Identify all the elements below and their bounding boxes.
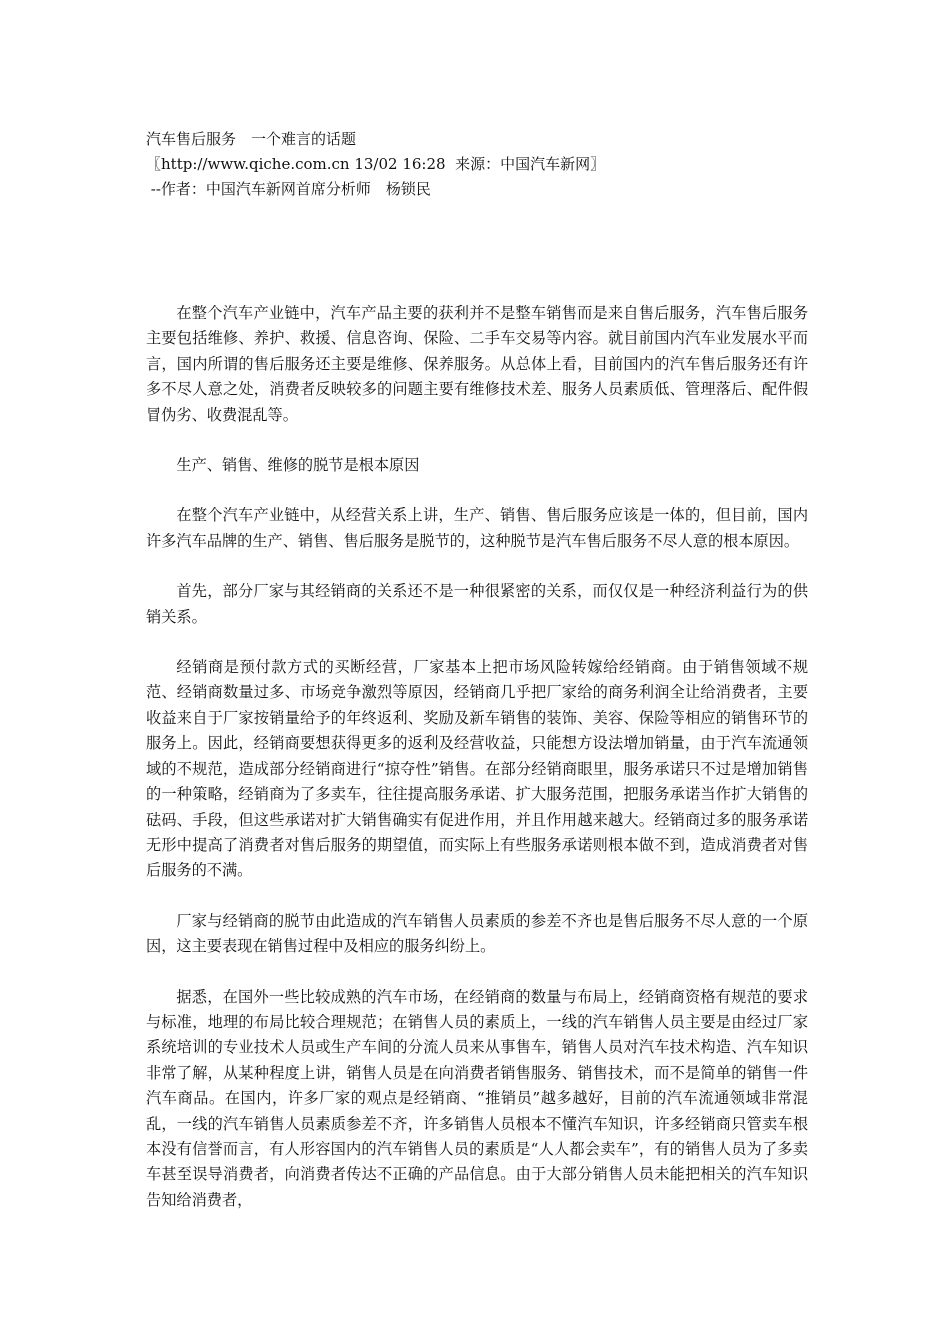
article-body bbox=[146, 301, 808, 1238]
article-author-line: --作者：中国汽车新网首席分析师 杨锁民 bbox=[146, 180, 431, 198]
article-source-line: 〖http://www.qiche.com.cn 13/02 16:28 来源：中国汽车新网〗 bbox=[146, 155, 606, 173]
section-heading: 生产、销售、维修的脱节是根本原因 bbox=[176, 456, 420, 475]
paragraph: 据悉，在国外一些比较成熟的汽车市场，在经销商的数量与布局上，经销商资格有规范的要求与标准，地理的布局比较合理规范；在销售人员的素质上，一线的汽车销售人员主要是由经过厂家系统培训的专业技术人员或生产车间的分流人员来从事售车，销售人员对汽车技术构造、汽车知识非常了解，从某种程度上讲，销售人员是在向消费者销售服务、销售技术，而不是简单的销售一件汽车商品。在国内，许多厂家的观点是经销商、“推销员”越多越好，目前的汽车流通领域非常混乱，一线的汽车销售人员素质参差不齐，许多销售人员根本不懂汽车知识，许多经销商只管卖车根本没有信誉而言，有人形容国内的汽车销售人员的素质是“人人都会卖车”，有的销售人员为了多卖车甚至误导消费者，向消费者传达不正确的产品信息。由于大部分销售人员未能把相关的汽车知识告知给消费者， bbox=[146, 987, 808, 1209]
paragraph: 在整个汽车产业链中，从经营关系上讲，生产、销售、售后服务应该是一体的，但目前，国内许多汽车品牌的生产、销售、售后服务是脱节的，这种脱节是汽车售后服务不尽人意的根本原因。 bbox=[146, 506, 808, 550]
paragraph-intro: 在整个汽车产业链中，汽车产品主要的获利并不是整车销售而是来自售后服务，汽车售后服务主要包括维修、养护、救援、信息咨询、保险、二手车交易等内容。就目前国内汽车业发展水平而言，国内所谓的售后服务还主要是维修、保养服务。从总体上看，目前国内的汽车售后服务还有许多不尽人意之处，消费者反映较多的问题主要有维修技术差、服务人员素质低、管理落后、配件假冒伪劣、收费混乱等。 bbox=[146, 304, 808, 424]
paragraph: 首先，部分厂家与其经销商的关系还不是一种很紧密的关系，而仅仅是一种经济利益行为的供销关系。 bbox=[146, 582, 808, 626]
article-header bbox=[146, 127, 826, 202]
paragraph: 厂家与经销商的脱节由此造成的汽车销售人员素质的参差不齐也是售后服务不尽人意的一个原因，这主要表现在销售过程中及相应的服务纠纷上。 bbox=[146, 911, 808, 956]
paragraph: 经销商是预付款方式的买断经营，厂家基本上把市场风险转嫁给经销商。由于销售领域不规范、经销商数量过多、市场竞争激烈等原因，经销商几乎把厂家给的商务利润全让给消费者，主要收益来自于厂家按销量给予的年终返利、奖励及新车销售的装饰、美容、保险等相应的销售环节的服务上。因此，经销商要想获得更多的返利及经营收益，只能想方设法增加销量，由于汽车流通领域的不规范，造成部分经销商进行“掠夺性”销售。在部分经销商眼里，服务承诺只不过是增加销售的一种策略，经销商为了多卖车，往往提高服务承诺、扩大服务范围，把服务承诺当作扩大销售的砝码、手段，但这些承诺对扩大销售确实有促进作用，并且作用越来越大。经销商过多的服务承诺无形中提高了消费者对售后服务的期望值，而实际上有些服务承诺则根本做不到，造成消费者对售后服务的不满。 bbox=[146, 658, 808, 880]
article-title: 汽车售后服务 一个难言的话题 bbox=[146, 130, 357, 148]
